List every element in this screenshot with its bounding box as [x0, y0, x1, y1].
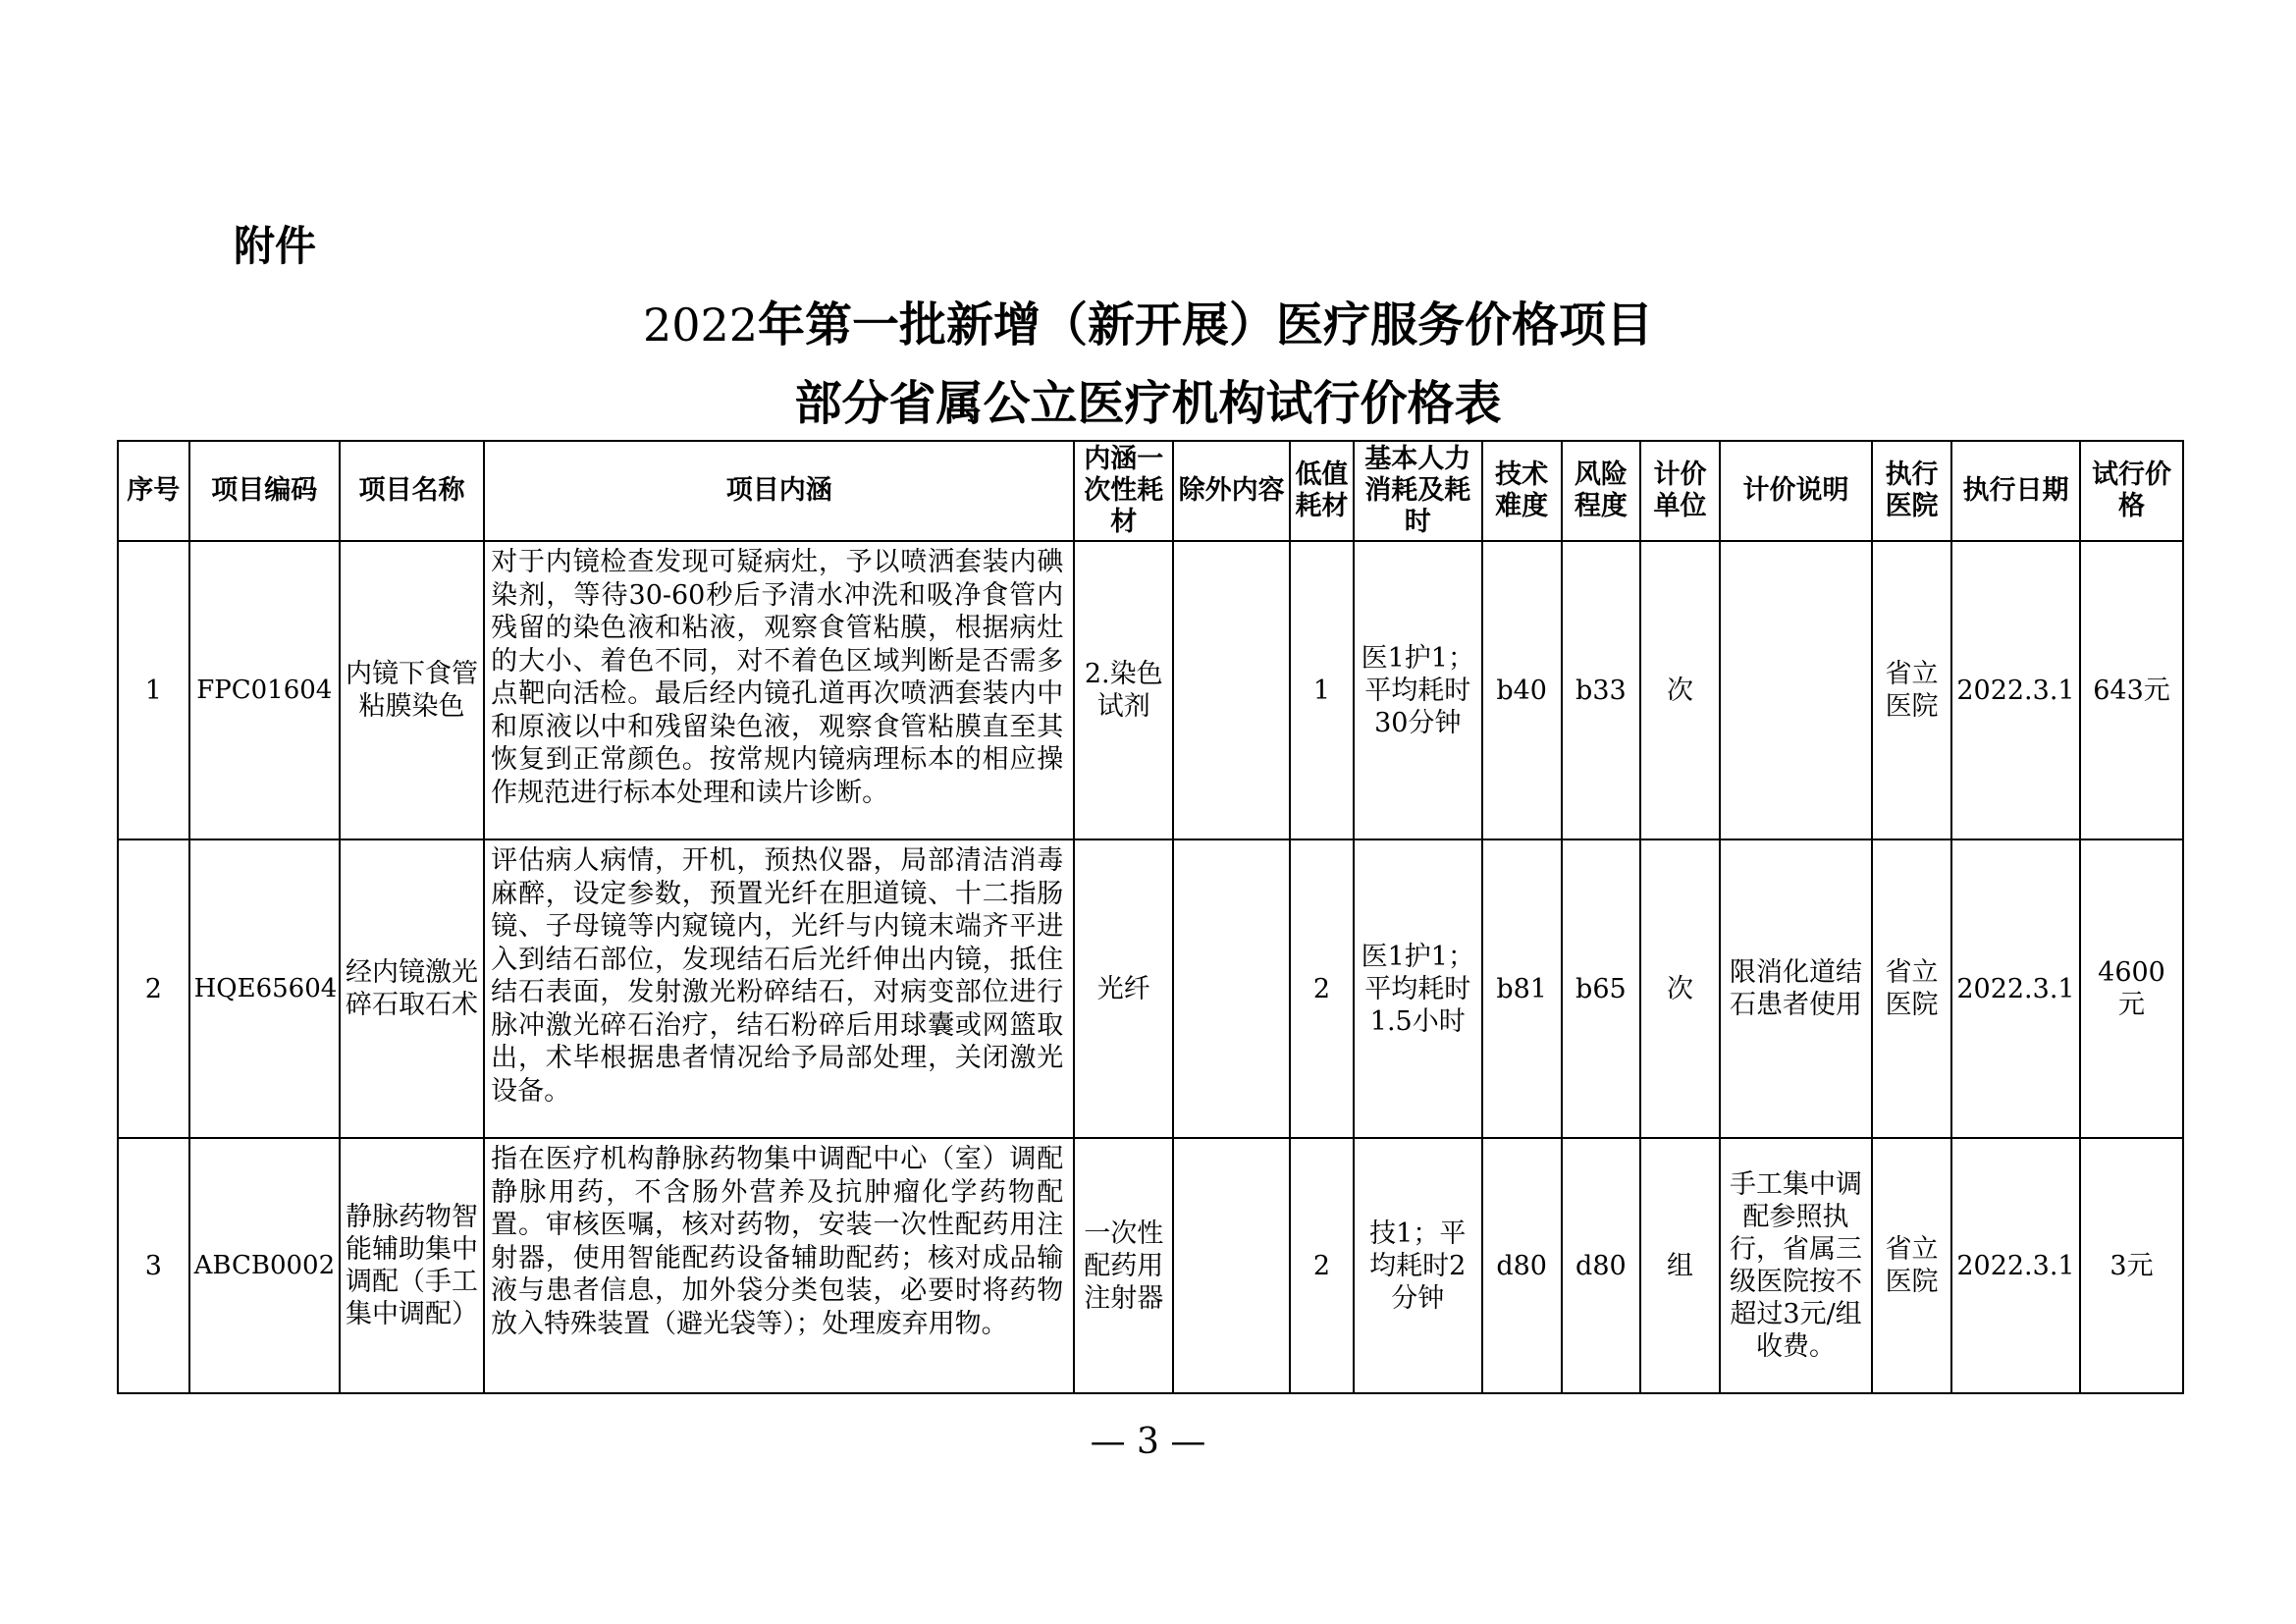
- header-price: 试行价格: [2080, 441, 2183, 541]
- cell-name: 经内镜激光碎石取石术: [340, 839, 484, 1138]
- cell-hospital: 省立医院: [1872, 541, 1951, 839]
- cell-seq: 1: [118, 541, 189, 839]
- document-title-line-2: 部分省属公立医疗机构试行价格表: [794, 376, 1502, 431]
- title-line-1-text: 年第一批新增（新开展）医疗服务价格项目: [758, 298, 1654, 352]
- cell-unit: 组: [1640, 1138, 1720, 1393]
- cell-labor: 医1护1；平均耗时30分钟: [1354, 541, 1482, 839]
- header-risk: 风险程度: [1562, 441, 1641, 541]
- header-unit: 计价单位: [1640, 441, 1720, 541]
- document-title-line-1: [0, 287, 2296, 354]
- cell-risk: b33: [1562, 541, 1641, 839]
- table-row: [118, 1138, 2183, 1393]
- cell-content: 对于内镜检查发现可疑病灶，予以喷洒套装内碘染剂，等待30-60秒后予清水冲洗和吸净食管内残留的染色液和粘液，观察食管粘膜，根据病灶的大小、着色不同，对不着色区域判断是否需多点靶向活检。最后经内镜孔道再次喷洒套装内中和原液以中和残留染色液，观察食管粘膜直至其恢复到正常颜色。按常规内镜病理标本的相应操作规范进行标本处理和读片诊断。: [484, 541, 1074, 839]
- cell-low-value: 2: [1290, 839, 1354, 1138]
- table-row: [118, 839, 2183, 1138]
- cell-exclusions: [1173, 1138, 1290, 1393]
- header-difficulty: 技术难度: [1482, 441, 1562, 541]
- cell-seq: 3: [118, 1138, 189, 1393]
- header-name: 项目名称: [340, 441, 484, 541]
- header-exclusions: 除外内容: [1173, 441, 1290, 541]
- cell-price: 3元: [2080, 1138, 2183, 1393]
- cell-difficulty: d80: [1482, 1138, 1562, 1393]
- title-year: 2022: [642, 298, 759, 352]
- cell-consumables: 光纤: [1074, 839, 1173, 1138]
- cell-content: 评估病人病情，开机，预热仪器，局部清洁消毒麻醉，设定参数，预置光纤在胆道镜、十二指肠镜、子母镜等内窥镜内，光纤与内镜末端齐平进入到结石部位，发现结石后光纤伸出内镜，抵住结石表面，发射激光粉碎结石，对病变部位进行脉冲激光碎石治疗，结石粉碎后用球囊或网篮取出，术毕根据患者情况给予局部处理，关闭激光设备。: [484, 839, 1074, 1138]
- cell-seq: 2: [118, 839, 189, 1138]
- header-low-value: 低值耗材: [1290, 441, 1354, 541]
- page-number: — 3 —: [1090, 1422, 1206, 1462]
- cell-labor: 医1护1；平均耗时1.5小时: [1354, 839, 1482, 1138]
- header-hospital: 执行医院: [1872, 441, 1951, 541]
- cell-hospital: 省立医院: [1872, 839, 1951, 1138]
- cell-code: HQE65604: [189, 839, 340, 1138]
- cell-consumables: 2.染色试剂: [1074, 541, 1173, 839]
- cell-difficulty: b40: [1482, 541, 1562, 839]
- cell-name: 静脉药物智能辅助集中调配（手工集中调配）: [340, 1138, 484, 1393]
- cell-risk: d80: [1562, 1138, 1641, 1393]
- cell-hospital: 省立医院: [1872, 1138, 1951, 1393]
- cell-content: 指在医疗机构静脉药物集中调配中心（室）调配静脉用药，不含肠外营养及抗肿瘤化学药物配置。审核医嘱，核对药物，安装一次性配药用注射器，使用智能配药设备辅助配药；核对成品输液与患者信息，加外袋分类包装，必要时将药物放入特殊装置（避光袋等）；处理废弃用物。: [484, 1138, 1074, 1393]
- header-code: 项目编码: [189, 441, 340, 541]
- table-row: [118, 541, 2183, 839]
- header-date: 执行日期: [1951, 441, 2080, 541]
- header-pricing-note: 计价说明: [1720, 441, 1872, 541]
- cell-pricing-note: 限消化道结石患者使用: [1720, 839, 1872, 1138]
- cell-price: 643元: [2080, 541, 2183, 839]
- table-header-row: [118, 441, 2183, 541]
- header-seq: 序号: [118, 441, 189, 541]
- cell-low-value: 1: [1290, 541, 1354, 839]
- cell-date: 2022.3.1: [1951, 541, 2080, 839]
- cell-code: ABCB0002: [189, 1138, 340, 1393]
- cell-name: 内镜下食管粘膜染色: [340, 541, 484, 839]
- cell-exclusions: [1173, 541, 1290, 839]
- cell-unit: 次: [1640, 839, 1720, 1138]
- cell-low-value: 2: [1290, 1138, 1354, 1393]
- header-consumables: 内涵一次性耗材: [1074, 441, 1173, 541]
- cell-date: 2022.3.1: [1951, 1138, 2080, 1393]
- cell-unit: 次: [1640, 541, 1720, 839]
- cell-consumables: 一次性配药用注射器: [1074, 1138, 1173, 1393]
- header-labor: 基本人力消耗及耗时: [1354, 441, 1482, 541]
- cell-labor: 技1；平均耗时2分钟: [1354, 1138, 1482, 1393]
- cell-date: 2022.3.1: [1951, 839, 2080, 1138]
- price-table: [117, 440, 2184, 1394]
- attachment-label: 附件: [234, 222, 317, 270]
- cell-code: FPC01604: [189, 541, 340, 839]
- cell-difficulty: b81: [1482, 839, 1562, 1138]
- cell-price: 4600元: [2080, 839, 2183, 1138]
- cell-exclusions: [1173, 839, 1290, 1138]
- header-content: 项目内涵: [484, 441, 1074, 541]
- cell-pricing-note: [1720, 541, 1872, 839]
- cell-pricing-note: 手工集中调配参照执行，省属三级医院按不超过3元/组收费。: [1720, 1138, 1872, 1393]
- cell-risk: b65: [1562, 839, 1641, 1138]
